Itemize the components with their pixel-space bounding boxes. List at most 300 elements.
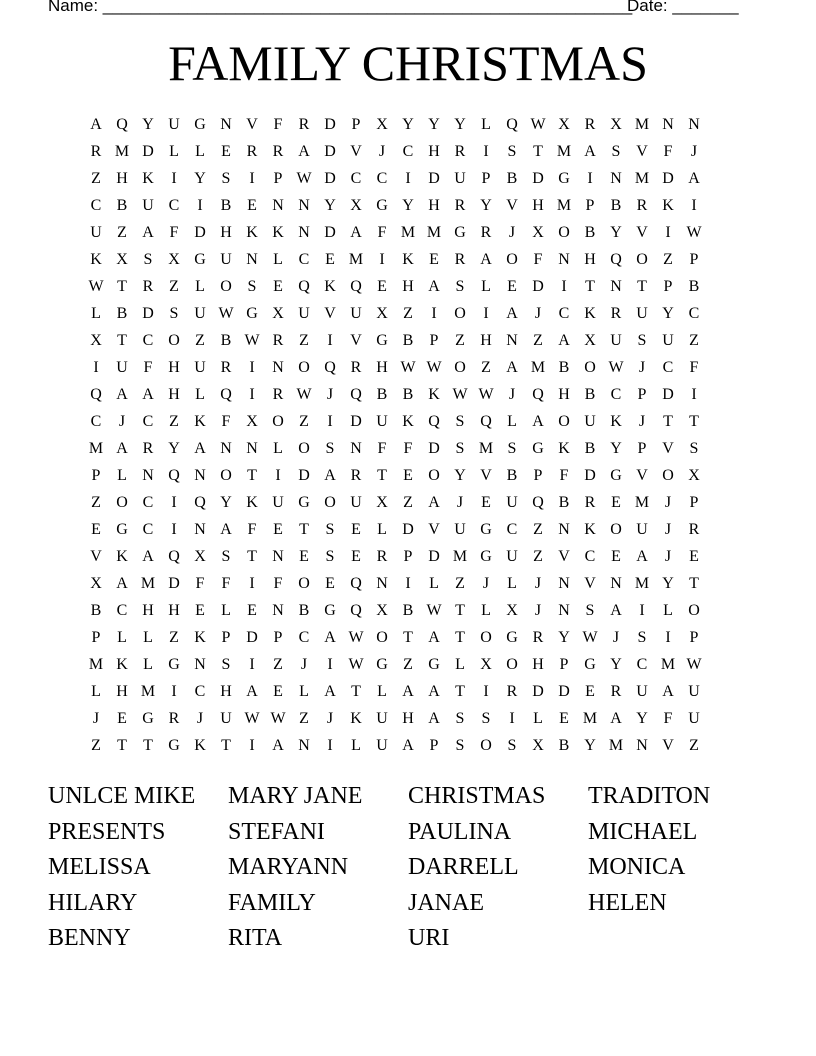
grid-letter: V <box>636 143 648 160</box>
grid-letter: Z <box>169 629 179 646</box>
grid-letter: Y <box>168 440 180 457</box>
grid-letter: Q <box>90 386 102 403</box>
grid-letter: S <box>611 143 621 160</box>
grid-letter: C <box>298 251 310 268</box>
grid-letter: O <box>298 440 310 457</box>
grid-letter: Z <box>403 656 413 673</box>
grid-letter: K <box>584 521 596 538</box>
grid-letter: H <box>480 332 492 349</box>
grid-letter: I <box>327 413 333 430</box>
grid-letter: I <box>275 467 281 484</box>
grid-letter: Z <box>533 548 543 565</box>
grid-letter: F <box>559 467 569 484</box>
grid-letter: O <box>610 521 622 538</box>
grid-row <box>83 546 707 573</box>
grid-letter: T <box>585 278 595 295</box>
grid-letter: A <box>402 683 414 700</box>
grid-letter: S <box>637 332 647 349</box>
word-list <box>48 781 768 953</box>
grid-letter: G <box>168 737 180 754</box>
grid-letter: K <box>194 413 206 430</box>
grid-letter: A <box>142 224 154 241</box>
grid-letter: E <box>351 521 361 538</box>
grid-letter: J <box>92 710 100 727</box>
grid-letter: V <box>662 440 674 457</box>
grid-letter: L <box>143 629 153 646</box>
grid-letter: H <box>116 683 128 700</box>
grid-letter: G <box>298 494 310 511</box>
grid-letter: P <box>689 251 699 268</box>
grid-letter: S <box>247 278 257 295</box>
grid-letter: E <box>559 710 569 727</box>
grid-letter: U <box>220 710 232 727</box>
grid-row <box>83 411 707 438</box>
grid-letter: Y <box>194 170 206 187</box>
grid-letter: E <box>299 548 309 565</box>
grid-letter: R <box>168 710 180 727</box>
grid-letter: X <box>194 548 206 565</box>
grid-letter: B <box>90 602 102 619</box>
grid-letter: K <box>90 251 102 268</box>
grid-letter: X <box>532 224 544 241</box>
grid-letter: I <box>483 143 489 160</box>
grid-row <box>83 681 707 708</box>
grid-letter: L <box>663 602 673 619</box>
grid-letter: B <box>506 467 518 484</box>
grid-letter: X <box>506 602 518 619</box>
word-search-grid <box>83 114 707 762</box>
grid-letter: J <box>118 413 126 430</box>
grid-letter: D <box>246 629 258 646</box>
grid-letter: A <box>428 710 440 727</box>
grid-letter: R <box>610 683 622 700</box>
word-list-item: FAMILY <box>228 889 316 916</box>
grid-letter: A <box>350 224 362 241</box>
grid-letter: S <box>455 278 465 295</box>
grid-letter: K <box>194 737 206 754</box>
grid-letter: R <box>350 467 362 484</box>
grid-letter: Q <box>532 386 544 403</box>
grid-letter: S <box>481 710 491 727</box>
grid-letter: M <box>140 683 156 700</box>
grid-letter: I <box>249 737 255 754</box>
grid-letter: M <box>400 224 416 241</box>
grid-letter: I <box>327 737 333 754</box>
grid-letter: E <box>429 251 439 268</box>
grid-letter: I <box>561 278 567 295</box>
grid-letter: X <box>376 116 388 133</box>
grid-letter: M <box>452 548 468 565</box>
grid-letter: C <box>662 359 674 376</box>
grid-letter: I <box>327 656 333 673</box>
grid-letter: N <box>142 467 154 484</box>
grid-letter: N <box>558 575 570 592</box>
grid-letter: G <box>610 467 622 484</box>
grid-letter: T <box>247 548 257 565</box>
grid-letter: G <box>116 521 128 538</box>
grid-letter: F <box>663 710 673 727</box>
grid-row <box>83 708 707 735</box>
grid-letter: Y <box>480 197 492 214</box>
grid-row <box>83 600 707 627</box>
grid-letter: J <box>534 575 542 592</box>
grid-letter: Q <box>610 251 622 268</box>
grid-letter: L <box>455 656 465 673</box>
grid-letter: B <box>558 737 570 754</box>
grid-letter: O <box>662 467 674 484</box>
grid-letter: M <box>634 170 650 187</box>
grid-letter: N <box>246 251 258 268</box>
grid-letter: Y <box>610 656 622 673</box>
grid-row <box>83 384 707 411</box>
grid-letter: I <box>379 251 385 268</box>
grid-letter: M <box>88 656 104 673</box>
grid-letter: K <box>272 224 284 241</box>
grid-letter: A <box>610 710 622 727</box>
grid-letter: L <box>351 737 361 754</box>
grid-letter: J <box>196 710 204 727</box>
grid-letter: N <box>298 224 310 241</box>
grid-letter: R <box>532 629 544 646</box>
grid-letter: J <box>534 602 542 619</box>
grid-row <box>83 654 707 681</box>
grid-letter: Y <box>610 440 622 457</box>
grid-letter: N <box>194 467 206 484</box>
grid-letter: P <box>91 629 101 646</box>
grid-letter: X <box>168 251 180 268</box>
word-list-item: HILARY <box>48 889 138 916</box>
grid-letter: L <box>533 710 543 727</box>
grid-letter: P <box>637 386 647 403</box>
grid-letter: C <box>168 197 180 214</box>
grid-letter: Z <box>533 521 543 538</box>
name-field-label: Name: ________________________________________________________ <box>48 0 633 15</box>
grid-letter: A <box>116 386 128 403</box>
grid-letter: D <box>350 413 362 430</box>
word-list-item: JANAE <box>408 889 484 916</box>
word-list-item: BENNY <box>48 925 131 952</box>
grid-letter: V <box>480 467 492 484</box>
grid-letter: L <box>117 629 127 646</box>
grid-letter: X <box>480 656 492 673</box>
grid-letter: M <box>426 224 442 241</box>
grid-letter: Y <box>558 629 570 646</box>
grid-letter: E <box>325 575 335 592</box>
grid-letter: D <box>168 575 180 592</box>
grid-letter: D <box>324 143 336 160</box>
grid-letter: D <box>662 386 674 403</box>
grid-letter: A <box>324 467 336 484</box>
grid-letter: L <box>91 683 101 700</box>
grid-letter: X <box>350 197 362 214</box>
grid-row <box>83 492 707 519</box>
grid-letter: S <box>325 548 335 565</box>
grid-letter: W <box>686 656 702 673</box>
grid-letter: H <box>220 683 232 700</box>
grid-letter: U <box>376 737 388 754</box>
grid-letter: R <box>272 143 284 160</box>
grid-letter: U <box>506 548 518 565</box>
grid-letter: G <box>558 170 570 187</box>
grid-letter: D <box>324 116 336 133</box>
grid-letter: N <box>298 737 310 754</box>
grid-letter: G <box>532 440 544 457</box>
grid-letter: J <box>508 386 516 403</box>
grid-letter: E <box>273 278 283 295</box>
grid-letter: O <box>220 467 232 484</box>
grid-letter: V <box>90 548 102 565</box>
grid-letter: A <box>246 683 258 700</box>
grid-letter: S <box>325 440 335 457</box>
grid-letter: V <box>350 143 362 160</box>
grid-letter: S <box>507 143 517 160</box>
grid-letter: P <box>559 656 569 673</box>
grid-letter: Y <box>402 197 414 214</box>
grid-letter: I <box>249 359 255 376</box>
word-list-item: MARYANN <box>228 854 349 881</box>
grid-letter: M <box>530 359 546 376</box>
grid-letter: Z <box>299 710 309 727</box>
grid-letter: Z <box>689 332 699 349</box>
grid-letter: B <box>402 386 414 403</box>
grid-letter: B <box>584 386 596 403</box>
grid-letter: D <box>142 305 154 322</box>
grid-letter: B <box>402 332 414 349</box>
grid-letter: R <box>272 386 284 403</box>
grid-letter: C <box>376 170 388 187</box>
grid-letter: W <box>608 359 624 376</box>
grid-letter: H <box>220 224 232 241</box>
grid-letter: Q <box>298 278 310 295</box>
grid-letter: X <box>90 332 102 349</box>
grid-letter: G <box>194 251 206 268</box>
grid-letter: D <box>428 440 440 457</box>
grid-letter: T <box>351 683 361 700</box>
grid-letter: N <box>506 332 518 349</box>
grid-letter: O <box>480 629 492 646</box>
grid-letter: Z <box>91 494 101 511</box>
grid-letter: W <box>478 386 494 403</box>
grid-letter: E <box>611 548 621 565</box>
grid-row <box>83 573 707 600</box>
grid-letter: I <box>405 575 411 592</box>
grid-letter: N <box>558 251 570 268</box>
grid-letter: A <box>116 575 128 592</box>
grid-letter: I <box>483 305 489 322</box>
grid-letter: T <box>143 737 153 754</box>
grid-letter: Q <box>116 116 128 133</box>
grid-letter: Q <box>220 386 232 403</box>
grid-letter: O <box>506 251 518 268</box>
grid-letter: X <box>376 602 388 619</box>
grid-letter: Y <box>428 116 440 133</box>
grid-letter: A <box>298 143 310 160</box>
grid-letter: C <box>298 629 310 646</box>
grid-letter: R <box>90 143 102 160</box>
grid-letter: D <box>584 467 596 484</box>
grid-letter: R <box>376 548 388 565</box>
grid-row <box>83 168 707 195</box>
grid-letter: U <box>454 521 466 538</box>
grid-letter: E <box>273 521 283 538</box>
grid-letter: W <box>530 116 546 133</box>
grid-letter: O <box>324 494 336 511</box>
grid-letter: U <box>272 494 284 511</box>
grid-letter: S <box>325 521 335 538</box>
grid-letter: I <box>665 224 671 241</box>
grid-letter: M <box>348 251 364 268</box>
grid-letter: T <box>637 278 647 295</box>
grid-letter: E <box>247 197 257 214</box>
grid-letter: B <box>298 602 310 619</box>
grid-letter: N <box>220 440 232 457</box>
grid-letter: T <box>117 332 127 349</box>
grid-letter: E <box>403 467 413 484</box>
grid-letter: D <box>532 278 544 295</box>
grid-letter: J <box>326 386 334 403</box>
grid-letter: T <box>117 278 127 295</box>
grid-letter: J <box>482 575 490 592</box>
grid-letter: S <box>221 170 231 187</box>
grid-letter: D <box>532 683 544 700</box>
grid-letter: P <box>689 629 699 646</box>
grid-letter: G <box>454 224 466 241</box>
grid-letter: W <box>296 170 312 187</box>
grid-letter: K <box>428 386 440 403</box>
grid-letter: D <box>428 548 440 565</box>
grid-letter: S <box>507 440 517 457</box>
grid-letter: J <box>456 494 464 511</box>
grid-letter: K <box>402 413 414 430</box>
grid-letter: B <box>558 494 570 511</box>
grid-letter: J <box>638 413 646 430</box>
grid-letter: Z <box>195 332 205 349</box>
grid-letter: N <box>350 440 362 457</box>
grid-letter: Z <box>169 278 179 295</box>
grid-letter: E <box>689 548 699 565</box>
grid-letter: T <box>117 737 127 754</box>
grid-letter: U <box>636 683 648 700</box>
grid-letter: F <box>377 224 387 241</box>
grid-letter: U <box>584 413 596 430</box>
grid-letter: Z <box>299 332 309 349</box>
grid-letter: X <box>246 413 258 430</box>
grid-letter: L <box>299 683 309 700</box>
grid-letter: K <box>402 251 414 268</box>
grid-letter: N <box>558 602 570 619</box>
grid-letter: Z <box>273 656 283 673</box>
grid-letter: F <box>663 143 673 160</box>
grid-letter: L <box>507 575 517 592</box>
grid-letter: I <box>249 386 255 403</box>
grid-letter: K <box>194 629 206 646</box>
grid-letter: U <box>350 494 362 511</box>
grid-letter: Q <box>350 602 362 619</box>
grid-letter: S <box>585 602 595 619</box>
grid-letter: T <box>455 683 465 700</box>
grid-letter: B <box>558 359 570 376</box>
grid-letter: A <box>428 629 440 646</box>
grid-letter: Z <box>663 251 673 268</box>
grid-row <box>83 519 707 546</box>
grid-letter: N <box>610 575 622 592</box>
grid-letter: G <box>142 710 154 727</box>
grid-letter: Q <box>350 278 362 295</box>
grid-letter: A <box>506 305 518 322</box>
grid-letter: T <box>689 413 699 430</box>
grid-letter: R <box>584 494 596 511</box>
grid-letter: N <box>194 656 206 673</box>
grid-letter: R <box>584 116 596 133</box>
grid-letter: J <box>300 656 308 673</box>
grid-letter: O <box>298 359 310 376</box>
grid-letter: X <box>558 116 570 133</box>
grid-letter: D <box>142 143 154 160</box>
grid-letter: A <box>194 440 206 457</box>
grid-letter: C <box>610 386 622 403</box>
grid-letter: O <box>454 305 466 322</box>
grid-letter: F <box>273 575 283 592</box>
grid-row <box>83 195 707 222</box>
grid-letter: K <box>324 278 336 295</box>
grid-letter: W <box>244 332 260 349</box>
grid-letter: N <box>272 602 284 619</box>
grid-letter: I <box>171 494 177 511</box>
grid-letter: I <box>249 170 255 187</box>
grid-letter: R <box>688 521 700 538</box>
grid-letter: V <box>636 467 648 484</box>
grid-letter: U <box>376 413 388 430</box>
grid-letter: C <box>90 413 102 430</box>
grid-letter: V <box>506 197 518 214</box>
grid-letter: T <box>455 629 465 646</box>
grid-letter: J <box>664 494 672 511</box>
grid-letter: J <box>664 548 672 565</box>
grid-letter: M <box>556 197 572 214</box>
grid-letter: O <box>636 251 648 268</box>
grid-letter: H <box>428 197 440 214</box>
grid-letter: L <box>143 656 153 673</box>
grid-letter: I <box>249 656 255 673</box>
grid-letter: R <box>272 332 284 349</box>
grid-letter: W <box>686 224 702 241</box>
grid-letter: L <box>169 143 179 160</box>
grid-letter: H <box>168 602 180 619</box>
grid-letter: Q <box>168 548 180 565</box>
grid-letter: G <box>584 656 596 673</box>
grid-letter: E <box>221 143 231 160</box>
grid-letter: C <box>116 602 128 619</box>
grid-letter: C <box>194 683 206 700</box>
grid-letter: X <box>272 305 284 322</box>
grid-letter: L <box>377 683 387 700</box>
grid-letter: E <box>195 602 205 619</box>
grid-letter: K <box>116 656 128 673</box>
grid-letter: A <box>428 494 440 511</box>
grid-letter: M <box>660 656 676 673</box>
word-list-item: PRESENTS <box>48 818 166 845</box>
grid-letter: D <box>402 521 414 538</box>
grid-letter: N <box>610 278 622 295</box>
grid-letter: H <box>168 386 180 403</box>
grid-letter: N <box>558 521 570 538</box>
word-list-item: DARRELL <box>408 854 519 881</box>
grid-letter: S <box>689 440 699 457</box>
grid-letter: U <box>194 359 206 376</box>
grid-letter: Z <box>91 170 101 187</box>
grid-letter: A <box>506 359 518 376</box>
grid-letter: O <box>688 602 700 619</box>
